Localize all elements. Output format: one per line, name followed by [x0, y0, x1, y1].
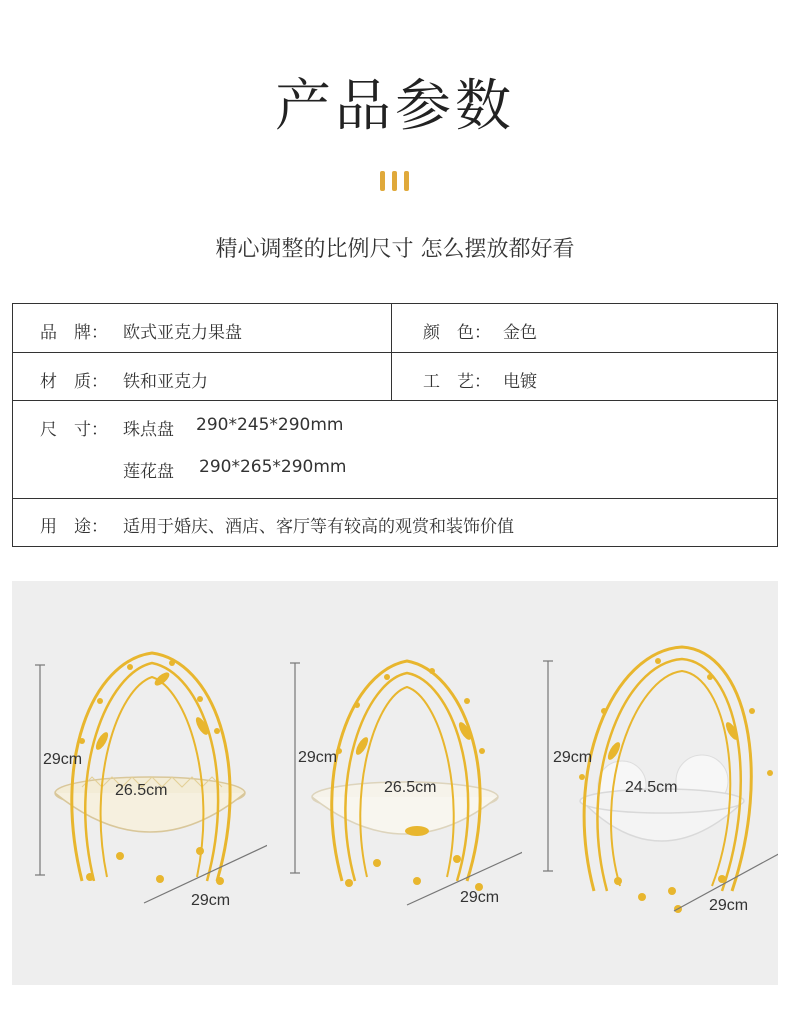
spec-table — [12, 303, 778, 547]
page-title: 产品参数 — [275, 74, 515, 139]
product-1-diameter: 26.5cm — [115, 782, 168, 799]
color-value: 金色 — [503, 323, 537, 343]
product-2-depth: 29cm — [460, 889, 500, 906]
material-label: 材 质： — [40, 372, 108, 392]
product-2-height: 29cm — [298, 749, 338, 766]
product-2-diameter: 26.5cm — [384, 779, 437, 796]
color-label: 颜 色： — [423, 323, 491, 343]
usage-value: 适用于婚庆、酒店、客厅等有较高的观赏和装饰价值 — [123, 517, 514, 537]
product-1 — [12, 581, 267, 985]
spec-row-size — [13, 401, 777, 499]
product-3-depth: 29cm — [709, 897, 749, 914]
size-1-name: 珠点盘 — [123, 420, 174, 440]
size-label: 尺 寸： — [40, 420, 108, 440]
size-2-name: 莲花盘 — [123, 462, 174, 482]
decorative-bars-icon — [380, 171, 410, 193]
brand-label: 品 牌： — [40, 323, 108, 343]
spec-row-brand — [13, 304, 777, 353]
product-3 — [522, 581, 778, 985]
spec-row-usage — [13, 499, 777, 546]
craft-value: 电镀 — [503, 372, 537, 392]
size-2-value: 290*265*290mm — [199, 457, 347, 477]
usage-label: 用 途： — [40, 517, 108, 537]
brand-value: 欧式亚克力果盘 — [123, 323, 242, 343]
product-3-height: 29cm — [553, 749, 593, 766]
material-value: 铁和亚克力 — [123, 372, 208, 392]
craft-label: 工 艺： — [423, 372, 491, 392]
product-2 — [267, 581, 522, 985]
size-1-value: 290*245*290mm — [196, 415, 344, 435]
page-subtitle: 精心调整的比例尺寸 怎么摆放都好看 — [215, 237, 575, 262]
product-3-diameter: 24.5cm — [625, 779, 678, 796]
spec-row-material — [13, 353, 777, 401]
product-photo-panel — [12, 581, 778, 985]
product-1-depth: 29cm — [191, 892, 231, 909]
product-1-height: 29cm — [43, 751, 83, 768]
